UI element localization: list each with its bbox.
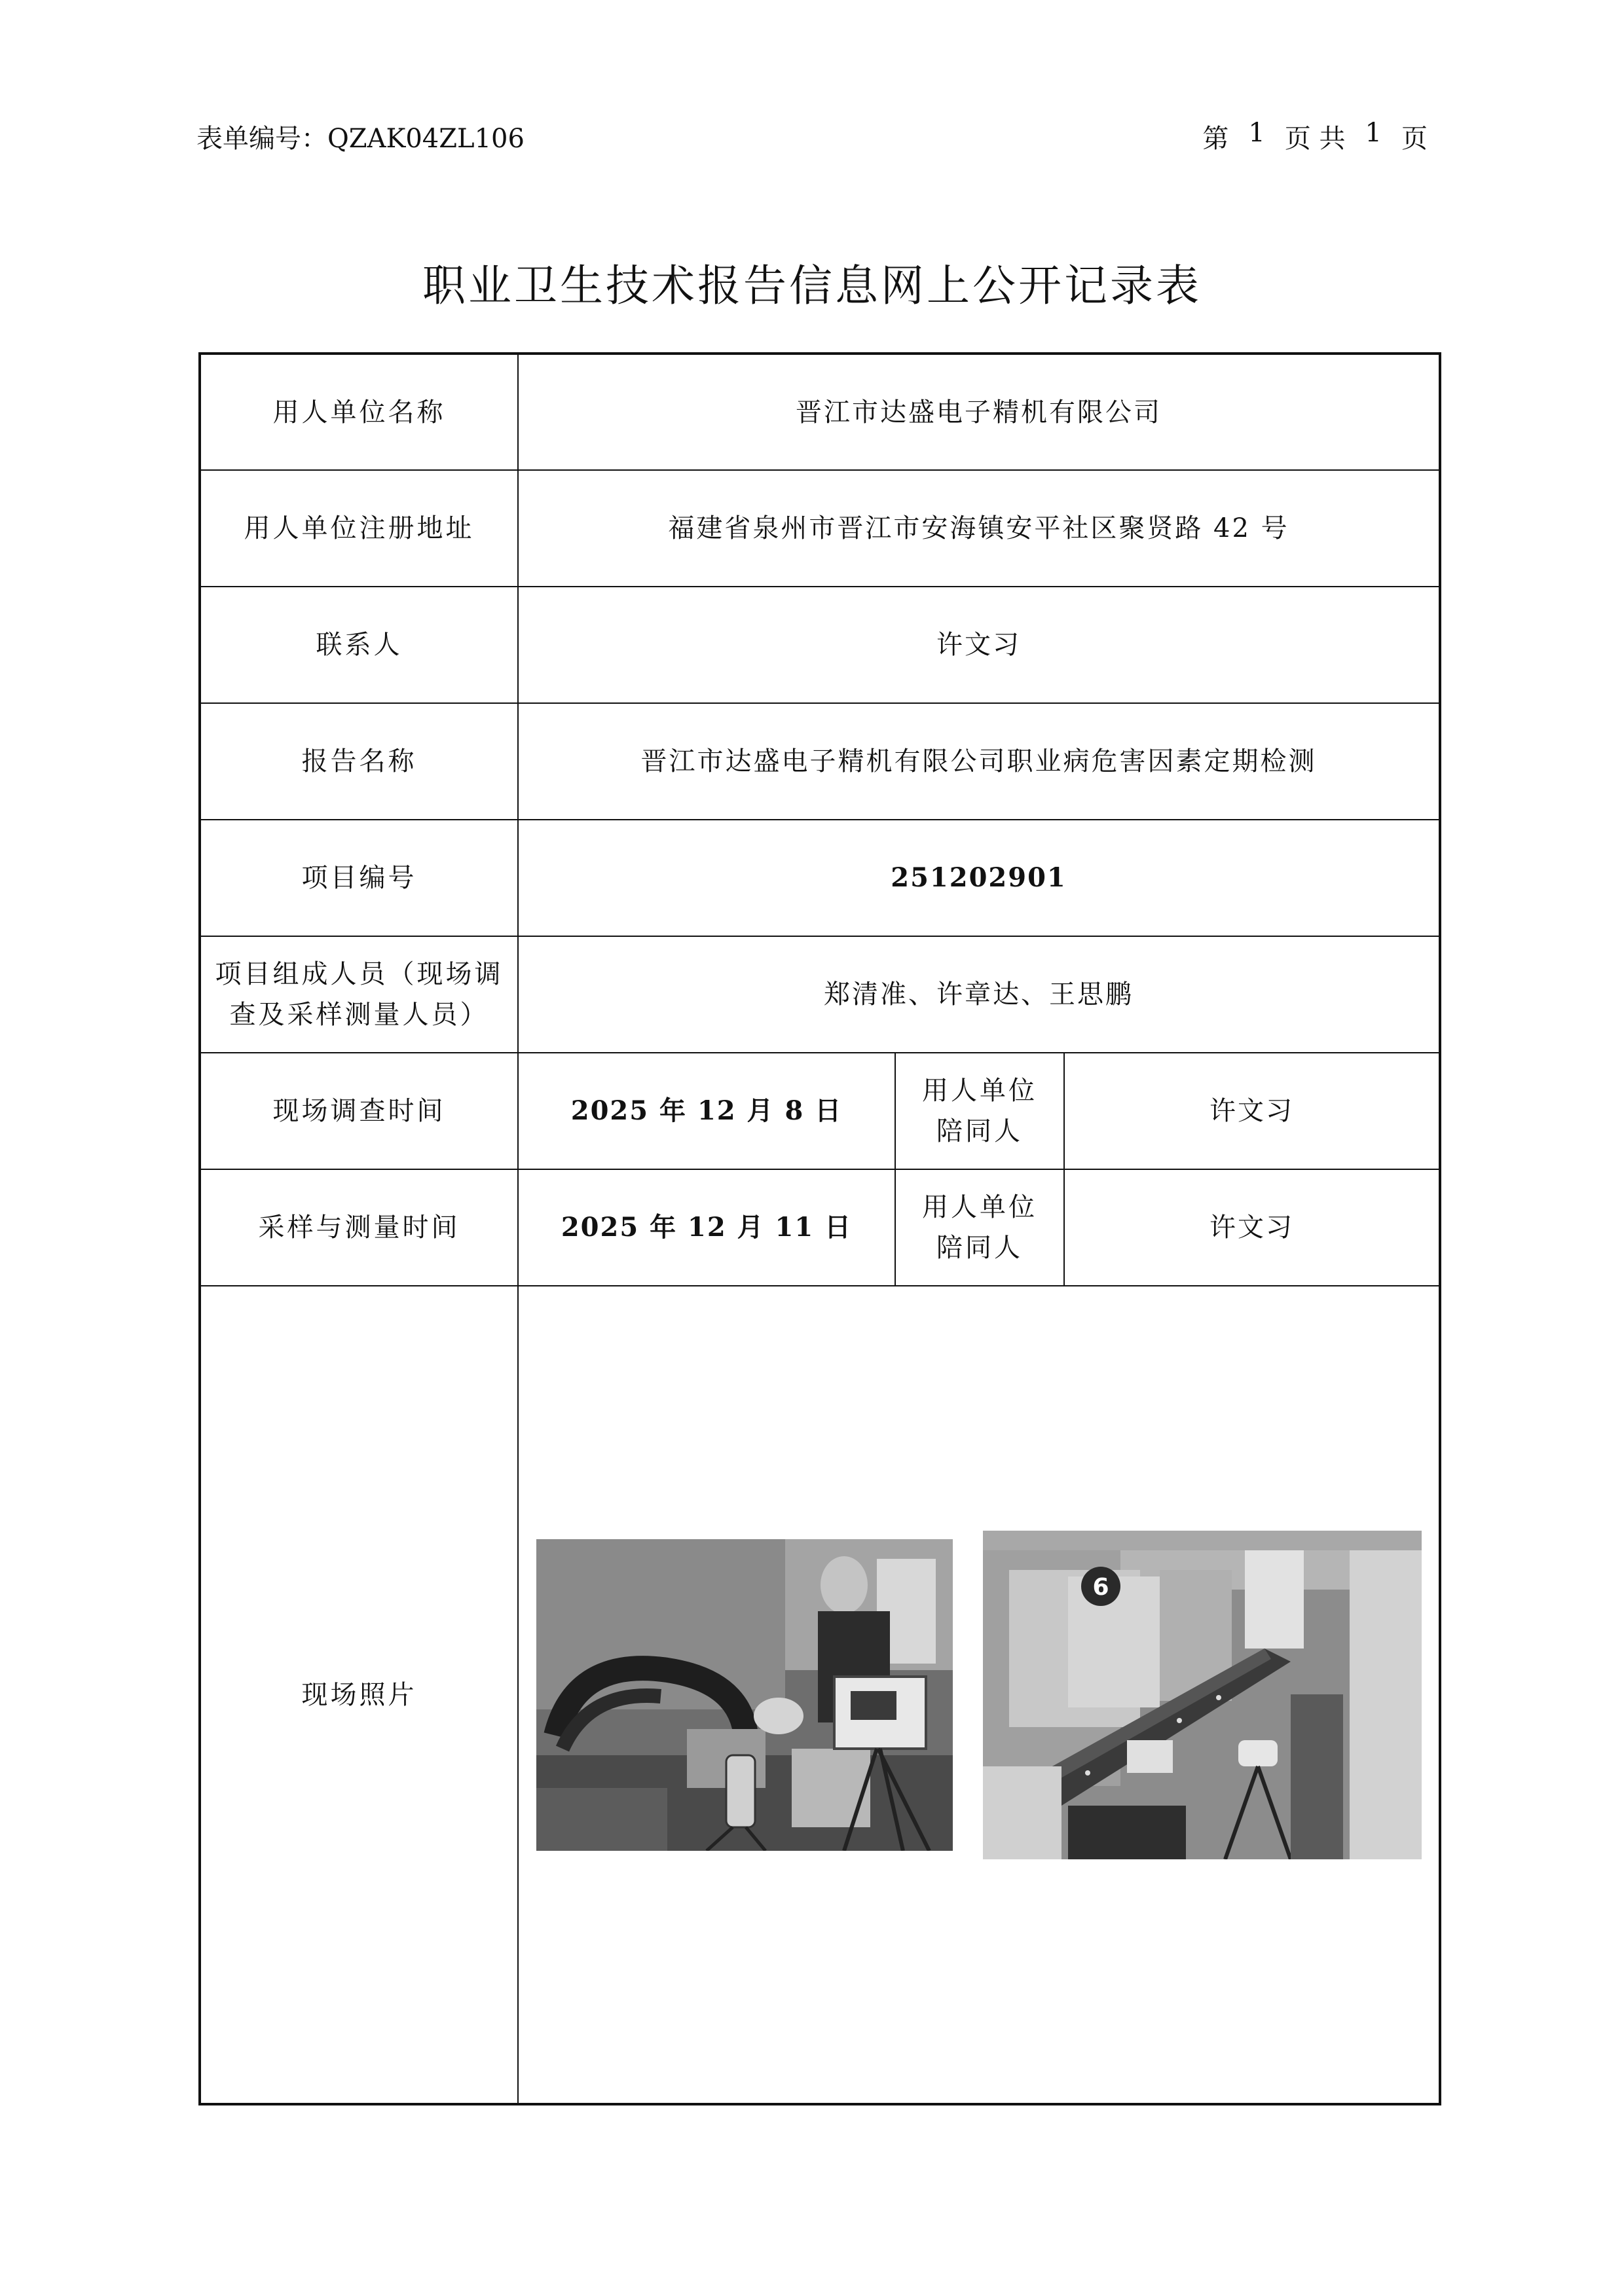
page-total: 1: [1365, 118, 1382, 148]
survey-companion-value: 许文习: [1064, 1053, 1440, 1169]
unit-address-label: 用人单位注册地址: [200, 470, 518, 587]
machine-number-badge: 6: [1092, 1573, 1109, 1601]
row-photos: [200, 1286, 1440, 2104]
unit-address-value: 福建省泉州市晋江市安海镇安平社区聚贤路 42 号: [518, 470, 1440, 587]
members-label-line1: 项目组成人员（现场调: [215, 959, 504, 989]
field-photo-sampling-operator: [536, 1539, 953, 1851]
members-label-line2: 查及采样测量人员）: [229, 1000, 489, 1030]
photo-strip: [530, 1531, 1427, 1859]
row-survey-time: [200, 1053, 1440, 1169]
page-mid: 页 共: [1284, 124, 1346, 154]
survey-time-value: 2025 年 12 月 8 日: [518, 1053, 895, 1169]
survey-time-label: 现场调查时间: [200, 1053, 518, 1169]
field-photo-conveyor-line: [983, 1531, 1422, 1859]
unit-name-value: 晋江市达盛电子精机有限公司: [518, 354, 1440, 470]
sampling-time-label: 采样与测量时间: [200, 1169, 518, 1286]
survey-companion-label-line1: 用人单位: [922, 1076, 1037, 1106]
document-title: 职业卫生技术报告信息网上公开记录表: [422, 261, 1202, 311]
row-project-no: [200, 820, 1440, 936]
photos-label: 现场照片: [200, 1286, 518, 2104]
photos-cell: [518, 1286, 1440, 2104]
record-table: [198, 352, 1441, 2105]
project-no-value: 251202901: [518, 820, 1440, 936]
sampling-time-value: 2025 年 12 月 11 日: [518, 1169, 895, 1286]
contact-value: 许文习: [518, 587, 1440, 703]
members-label: [200, 936, 518, 1053]
row-members: [200, 936, 1440, 1053]
project-no-label: 项目编号: [200, 820, 518, 936]
members-value: 郑清准、许章达、王思鹏: [518, 936, 1440, 1053]
row-sampling-time: [200, 1169, 1440, 1286]
sampling-companion-label-line2: 陪同人: [936, 1233, 1023, 1263]
sampling-companion-value: 许文习: [1064, 1169, 1440, 1286]
sampling-companion-label: [895, 1169, 1064, 1286]
report-name-label: 报告名称: [200, 703, 518, 820]
form-number: 表单编号：QZAK04ZL106: [196, 124, 525, 154]
contact-label: 联系人: [200, 587, 518, 703]
row-contact: [200, 587, 1440, 703]
sampling-operator-image: [536, 1539, 953, 1851]
row-unit-name: [200, 354, 1440, 470]
conveyor-line-image: [983, 1531, 1422, 1859]
row-report-name: [200, 703, 1440, 820]
survey-companion-label: [895, 1053, 1064, 1169]
unit-name-label: 用人单位名称: [200, 354, 518, 470]
sampling-companion-label-line1: 用人单位: [922, 1192, 1037, 1222]
row-unit-address: [200, 470, 1440, 587]
survey-companion-label-line2: 陪同人: [936, 1116, 1023, 1146]
page-suffix: 页: [1401, 124, 1428, 154]
page-prefix: 第: [1202, 124, 1229, 154]
page-current: 1: [1248, 118, 1265, 148]
report-name-value: 晋江市达盛电子精机有限公司职业病危害因素定期检测: [518, 703, 1440, 820]
page-indicator: [1202, 118, 1428, 155]
